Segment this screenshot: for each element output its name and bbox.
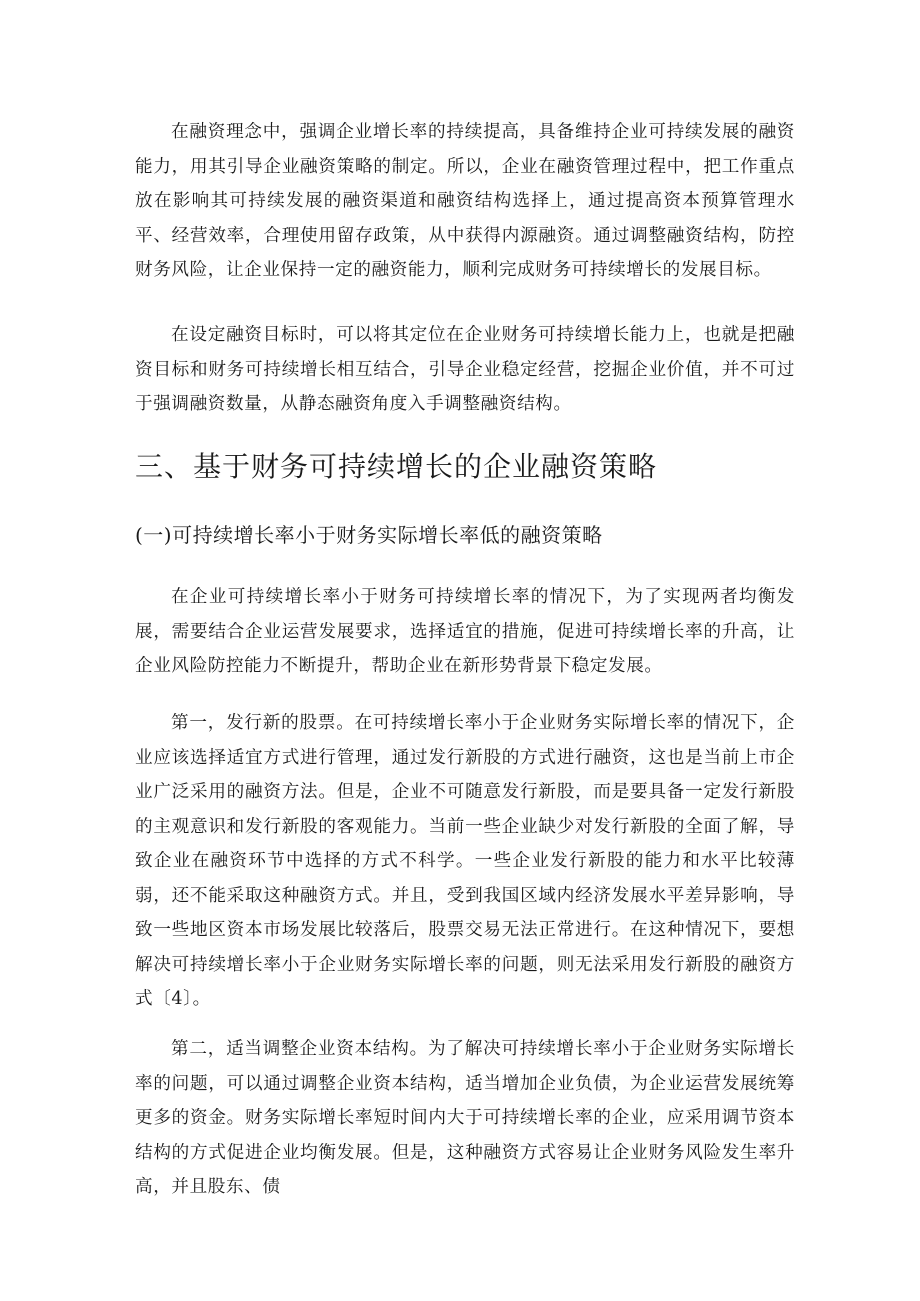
section-heading: 三、基于财务可持续增长的企业融资策略: [135, 450, 658, 483]
paragraph-issue-new-shares: 第一，发行新的股票。在可持续增长率小于企业财务实际增长率的情况下，企业应该选择适宜方式进行管理，通过发行新股的方式进行融资，这也是当前上市企业广泛采用的融资方法。但是，企业不可随意发行新股，而是要具备一定发行新股的主观意识和发行新股的客观能力。当前一些企业缺少对发行新股的全面了解，导致企业在融资环节中选择的方式不科学。一些企业发行新股的能力和水平比较薄弱，还不能采取这种融资方式。并且，受到我国区域内经济发展水平差异影响，导致一些地区资本市场发展比较落后，股票交易无法正常进行。在这种情况下，要想解决可持续增长率小于企业财务实际增长率的问题，则无法采用发行新股的融资方式〔4〕。: [135, 713, 795, 1009]
paragraph-financing-concept: 在融资理念中，强调企业增长率的持续提高，具备维持企业可持续发展的融资能力，用其引导企业融资策略的制定。所以，企业在融资管理过程中，把工作重点放在影响其可持续发展的融资渠道和融资结构选择上，通过提高资本预算管理水平、经营效率，合理使用留存政策，从中获得内源融资。通过调整融资结构，防控财务风险，让企业保持一定的融资能力，顺利完成财务可持续增长的发展目标。: [135, 122, 795, 280]
paragraph-intro: 在企业可持续增长率小于财务可持续增长率的情况下，为了实现两者均衡发展，需要结合企业运营发展要求，选择适宜的措施，促进可持续增长率的升高，让企业风险防控能力不断提升，帮助企业在新形势背景下稳定发展。: [135, 587, 795, 676]
paragraph-financing-goal: 在设定融资目标时，可以将其定位在企业财务可持续增长能力上，也就是把融资目标和财务可持续增长相互结合，引导企业稳定经营，挖掘企业价值，并不可过于强调融资数量，从静态融资角度入手调整融资结构。: [135, 325, 795, 414]
paragraph-adjust-capital-structure: 第二，适当调整企业资本结构。为了解决可持续增长率小于企业财务实际增长率的问题，可以通过调整企业资本结构，适当增加企业负债，为企业运营发展统筹更多的资金。财务实际增长率短时间内大于可持续增长率的企业，应采用调节资本结构的方式促进企业均衡发展。但是，这种融资方式容易让企业财务风险发生率升高，并且股东、债: [135, 1039, 795, 1197]
subsection-heading: (一)可持续增长率小于财务实际增长率低的融资策略: [135, 523, 603, 547]
